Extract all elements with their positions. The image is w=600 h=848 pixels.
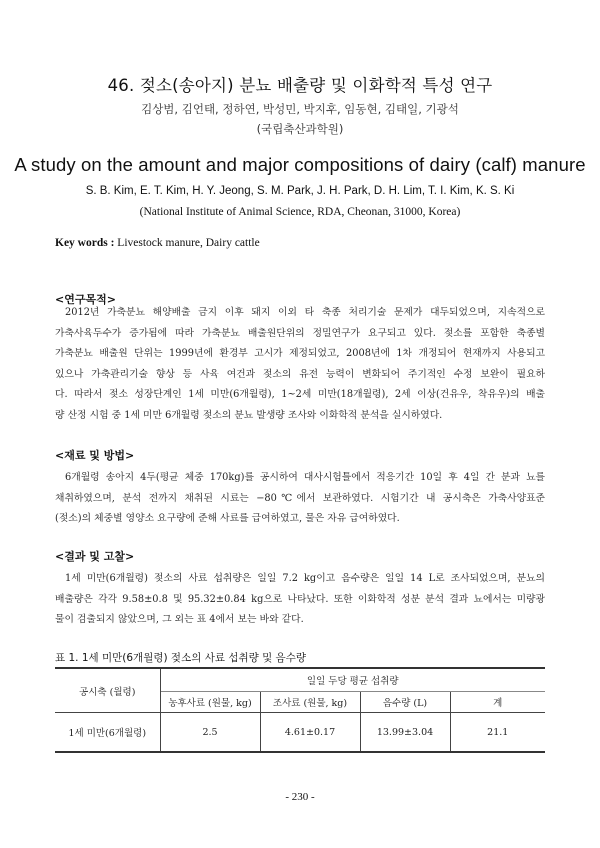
table-row <box>55 713 545 753</box>
keywords-value: Livestock manure, Dairy cattle <box>117 237 260 249</box>
table-cell: 4.61±0.17 <box>260 713 360 753</box>
table-cell: 1세 미만(6개월령) <box>55 713 160 753</box>
affiliation-korean: (국립축산과학원) <box>256 122 344 136</box>
paragraph-line: 6개월령 송아지 4두(평균 체중 170kg)를 공시하여 대사시험틀에서 적응기간 10일 후 4일 간 분과 뇨를 <box>65 472 545 483</box>
paragraph-line: 가축분뇨 배출원 단위는 1999년에 환경부 고시가 제정되었고, 2008년에 1차 개정되어 현재까지 사용되고 <box>55 348 545 359</box>
page-number: - 230 - <box>285 791 315 803</box>
keywords <box>55 237 260 249</box>
paragraph-line: 2012년 가축분뇨 해양배출 금지 이후 돼지 이외 타 축종 처리기술 문제가 대두되었으며, 지속적으로 <box>65 307 545 318</box>
table-cell: 2.5 <box>160 713 260 753</box>
paragraph-line: 량 산정 시험 중 1세 미만 6개월령 젖소의 분뇨 발생량 조사와 이화학적 분석을 실시하였다. <box>55 409 443 421</box>
authors-english: S. B. Kim, E. T. Kim, H. Y. Jeong, S. M. Park, J. H. Park, D. H. Lim, T. I. Kim, K. S. Ki <box>85 185 515 197</box>
paragraph-line: 배출량은 각각 9.58±0.8 및 95.32±0.84 kg으로 나타났다. 또한 이화학적 성분 분석 결과 뇨에서는 미량광 <box>55 593 545 605</box>
paragraph-line: 있으나 가축관리기술 향상 등 사육 여건과 젖소의 유전 능력이 변화되어 주기적인 수정 보완이 필요하 <box>55 368 545 380</box>
section-heading-purpose: <연구목적> <box>55 293 116 306</box>
section-heading-results: <결과 및 고찰> <box>55 550 135 563</box>
section-body-methods <box>55 468 545 530</box>
table-column-header: 조사료 (원물, kg) <box>260 692 360 713</box>
paragraph-line: 다. 따라서 젖소 성장단계인 1세 미만(6개월령), 1~2세 미만(18개월령), 2세 이상(건유우, 착유우)의 배출 <box>55 389 545 400</box>
section-body-results <box>55 569 545 631</box>
section-body-purpose <box>55 303 545 426</box>
table-caption: 표 1. 1세 미만(6개월령) 젖소의 사료 섭취량 및 음수량 <box>55 652 306 664</box>
table-row-header: 공시축 (월령) <box>55 668 160 713</box>
paragraph-line: 채취하였으며, 분석 전까지 채취된 시료는 −80℃에서 보관하였다. 시험기간 내 공시축은 가축사양표준 <box>55 492 545 504</box>
paragraph-line: 가축사육두수가 증가됨에 따라 가축분뇨 배출원단위의 정밀연구가 요구되고 있다. 젖소를 포함한 축종별 <box>55 327 545 339</box>
section-heading-methods: <재료 및 방법> <box>55 449 135 462</box>
table-cell: 21.1 <box>450 713 545 753</box>
table-cell: 13.99±3.04 <box>360 713 450 753</box>
affiliation-english: (National Institute of Animal Science, RDA, Cheonan, 31000, Korea) <box>139 206 461 218</box>
intake-table <box>55 667 545 753</box>
paragraph-line: (젖소)의 체중별 영양소 요구량에 준해 사료를 급여하였고, 물은 자유 급여하였다. <box>55 513 400 524</box>
table-column-header: 음수량 (L) <box>360 692 450 713</box>
table-column-header: 계 <box>450 692 545 713</box>
table-column-header: 농후사료 (원물, kg) <box>160 692 260 713</box>
paragraph-line: 1세 미만(6개월령) 젖소의 사료 섭취량은 일일 7.2 kg이고 음수량은 일일 14 L로 조사되었으며, 분뇨의 <box>65 573 545 584</box>
title-english: A study on the amount and major compositions of dairy (calf) manure <box>14 154 586 175</box>
keywords-label: Key words : <box>55 237 115 249</box>
table-group-header: 일일 두당 평균 섭취량 <box>160 668 545 692</box>
title-korean: 46. 젖소(송아지) 분뇨 배출량 및 이화학적 특성 연구 <box>107 76 493 95</box>
authors-korean: 김상범, 김언태, 정하연, 박성민, 박지후, 임동현, 김태일, 기광석 <box>141 102 459 116</box>
paragraph-line: 물이 검출되지 않았으며, 그 외는 표 4에서 보는 바와 같다. <box>55 614 304 625</box>
